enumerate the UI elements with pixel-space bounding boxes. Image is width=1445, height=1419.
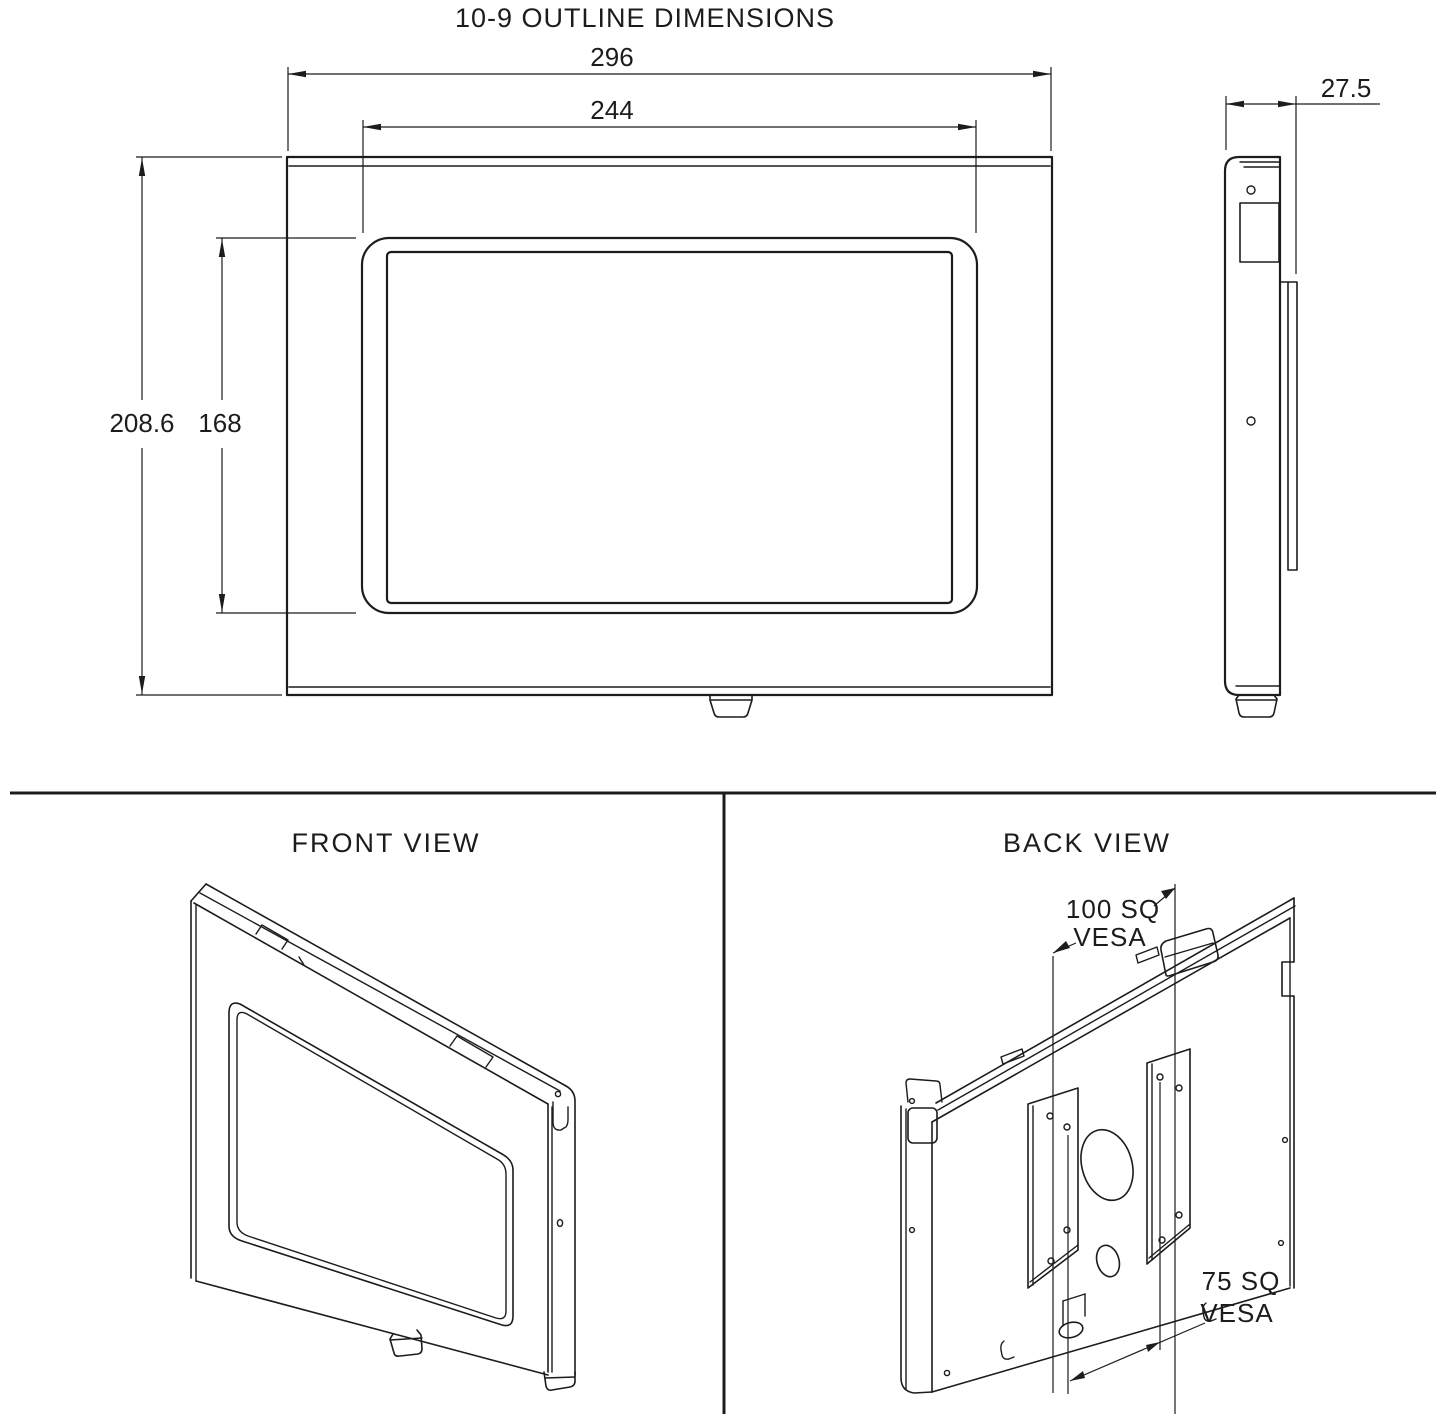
small-hole xyxy=(1093,1243,1123,1280)
front-orthographic-view xyxy=(287,157,1052,717)
arrowhead-right xyxy=(1278,101,1296,107)
arrowhead-left xyxy=(1053,941,1070,953)
top-left-bevel xyxy=(191,884,206,901)
vesa-75-label-line1: 75 SQ xyxy=(1201,1266,1281,1296)
top-clip-tab-1 xyxy=(256,925,288,949)
back-plate-profile xyxy=(1280,282,1297,570)
front-top-edge xyxy=(194,903,548,1104)
rail-hole-top xyxy=(555,1091,560,1096)
back-iso-foot xyxy=(1058,1294,1085,1340)
dimension-27-5 xyxy=(1226,73,1380,274)
back-view-heading: BACK VIEW xyxy=(1002,828,1172,858)
bottom-foot-tab xyxy=(710,695,752,717)
dim-depth: 27.5 xyxy=(1320,73,1372,103)
dimension-168 xyxy=(198,238,356,613)
band-slot-2 xyxy=(1001,1049,1024,1064)
arrowhead-top xyxy=(139,158,145,176)
side-profile-outline xyxy=(1225,157,1280,695)
side-hole-top xyxy=(1247,186,1255,194)
rail-hole-middle xyxy=(557,1220,562,1227)
arrowhead-top xyxy=(219,239,225,257)
arrowhead-left xyxy=(288,71,306,77)
vesa-100-annotation xyxy=(1053,884,1175,1414)
dimension-296 xyxy=(288,42,1051,151)
dim-overall-height: 208.6 xyxy=(109,408,175,438)
right-edge-back xyxy=(566,1086,575,1375)
rail-hole-top xyxy=(910,1099,915,1104)
side-hole-middle xyxy=(1247,417,1255,425)
vesa-100-label-line2: VESA xyxy=(1073,922,1147,952)
camera-hole xyxy=(1073,1124,1141,1207)
rail-hole-middle xyxy=(910,1228,915,1233)
vesa-bracket-right xyxy=(1147,1049,1190,1264)
bottom-edge xyxy=(196,1281,548,1375)
arrowhead-left xyxy=(1070,1371,1085,1381)
side-orthographic-view xyxy=(1225,157,1297,717)
panel-hole-right-top xyxy=(1283,1138,1288,1143)
front-isometric-drawing xyxy=(191,884,575,1390)
vesa-100-label-line1: 100 SQ xyxy=(1065,894,1161,924)
arrowhead-right xyxy=(1033,71,1051,77)
top-face-inner-line xyxy=(200,893,560,1091)
screen-opening xyxy=(387,252,952,603)
rail-notch-cutout xyxy=(553,1102,568,1130)
side-cutout xyxy=(1240,203,1279,262)
dim-overall-width: 296 xyxy=(590,42,634,72)
vesa-75-label-line2: VESA xyxy=(1200,1298,1274,1328)
arrowhead-left xyxy=(1226,101,1244,107)
band-clip-inner-line xyxy=(1165,943,1213,957)
bezel-opening xyxy=(362,238,977,613)
screen-opening-inner xyxy=(237,1012,506,1318)
front-view-heading: FRONT VIEW xyxy=(291,828,481,858)
panel-hole-right-bottom xyxy=(1279,1241,1284,1246)
arrowhead-bottom xyxy=(219,594,225,612)
dim-opening-height: 168 xyxy=(198,408,242,438)
back-top-edge xyxy=(206,884,566,1086)
page-title: 10-9 OUTLINE DIMENSIONS xyxy=(454,3,836,33)
arrowhead-bottom xyxy=(139,676,145,694)
dimension-244 xyxy=(363,95,976,233)
right-edge-outer xyxy=(1282,898,1294,1288)
arrowhead-left xyxy=(363,124,381,130)
arrowhead-right xyxy=(1146,1342,1160,1352)
dim-opening-width: 244 xyxy=(590,95,634,125)
panel-hole-bottom-left xyxy=(944,1370,949,1375)
side-foot xyxy=(1236,695,1277,717)
arrowhead-right xyxy=(958,124,976,130)
bottom-edge-tab-1 xyxy=(1001,1341,1014,1359)
arrowhead-right xyxy=(1161,888,1175,899)
